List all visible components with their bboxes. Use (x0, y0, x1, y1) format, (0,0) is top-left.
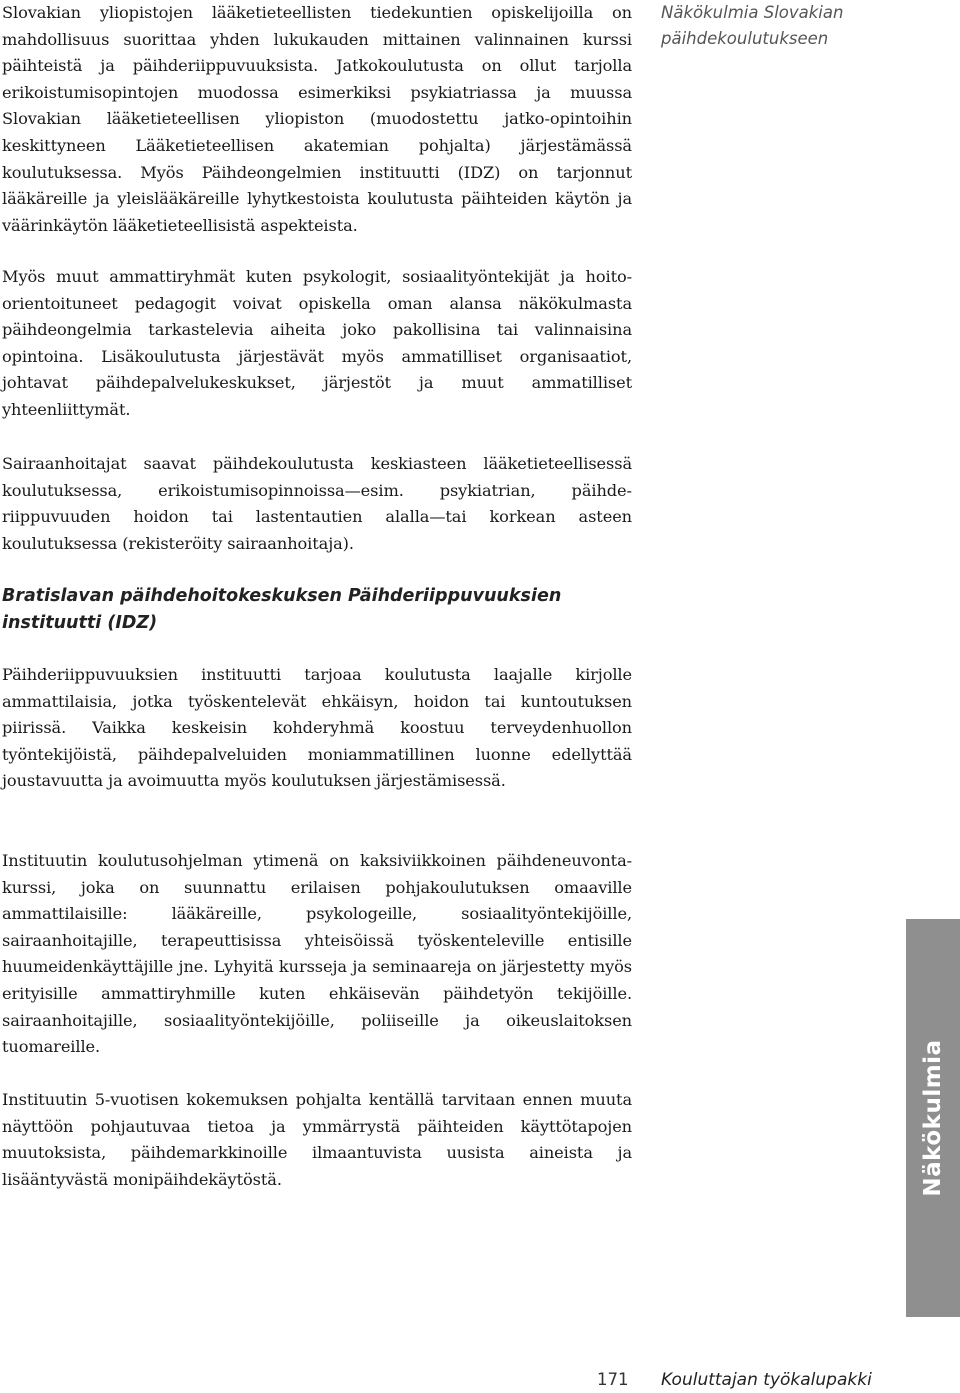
body-paragraph-4: Päihderiippuvuuksien instituutti tarjoaa koulutusta laajalle kirjolle ammattilaisia, jotka työskentelevät ehkäisyn, hoidon tai kuntoutuksen piirissä. Vaikka keskeisin kohderyhmä koostuu terveydenhuollon työntekijöistä, päihdepalveluiden moniammatillinen luonne edellyttää joustavuutta ja avoimuutta myös koulutuksen järjestämisessä. (2, 665, 632, 791)
body-paragraph-6: Instituutin 5-vuotisen kokemuksen pohjalta kentällä tarvitaan ennen muuta näyttöön pohjautuvaa tietoa ja ymmärrystä päihteiden käyttötapojen muutoksista, päihdemarkkinoille ilmaantuvista uusista aineista ja lisääntyvästä monipäihdekäytöstä. (2, 1090, 632, 1189)
publication-title: Kouluttajan työkalupakki (661, 1370, 872, 1390)
margin-note: Näkökulmia Slovakian päihdekoulutukseen (661, 3, 844, 49)
body-paragraph-2: Myös muut ammattiryhmät kuten psykologit, sosiaalityöntekijät ja hoito-orientoituneet pedagogit voivat opiskella oman alansa näkökulmasta päihdeongelmia tarkastelevia aiheita joko pakollisina tai valinnaisina opintoina. Lisäkoulutusta järjestävät myös ammatilliset organisaatiot, johtavat päihdepalvelukeskukset, järjestöt ja muut ammatilliset yhteenliittymät. (2, 267, 632, 419)
body-paragraph-1: Slovakian yliopistojen lääketieteellisten tiedekuntien opiskelijoilla on mahdollisuus suorittaa yhden lukukauden mittainen valinnainen kurssi päihteistä ja päihderiippuvuuksista. Jatkokoulutusta on ollut tarjolla erikoistumisopintojen muodossa esimerkiksi psykiatriassa ja muussa Slovakian lääketieteellisen yliopiston (muodostettu jatko-opintoihin keskittyneen Lääketieteellisen akatemian pohjalta) järjestämässä koulutuksessa. Myös Päihdeongelmien instituutti (IDZ) on tarjonnut lääkäreille ja yleislääkäreille lyhytkestoista koulutusta päihteiden käytön ja väärinkäytön lääketieteellisistä aspekteista. (2, 3, 632, 235)
side-tab-label: Näkökulmia (920, 1039, 946, 1197)
body-paragraph-5: Instituutin koulutusohjelman ytimenä on kaksiviikkoinen päihdeneuvonta-kurssi, joka on suunnattu erilaisen pohjakoulutuksen omaaville ammattilaisille: lääkäreille, psykologeille, sosiaalityöntekijöille, sairaanhoitajille, terapeuttisissa yhteisöissä työskenteleville entisille huumeidenkäyttäjille jne. Lyhyitä kursseja ja seminaareja on järjestetty myös erityisille ammattiryhmille kuten ehkäisevän päihdetyön tekijöille. sairaanhoitajille, sosiaalityöntekijöille, poliiseille ja oikeuslaitoksen tuomareille. (2, 851, 632, 1057)
section-heading: Bratislavan päihdehoitokeskuksen Päihderiippuvuuksien instituutti (IDZ) (2, 586, 562, 633)
side-tab (906, 919, 960, 1317)
body-paragraph-3: Sairaanhoitajat saavat päihdekoulutusta keskiasteen lääketieteellisessä koulutuksessa, erikoistumisopinnoissa—esim. psykiatrian, päihderiippuvuuden hoidon tai lastentautien alalla—tai korkean asteen koulutuksessa (rekisteröity sairaanhoitaja). (2, 454, 632, 553)
page-number: 171 (597, 1370, 629, 1389)
